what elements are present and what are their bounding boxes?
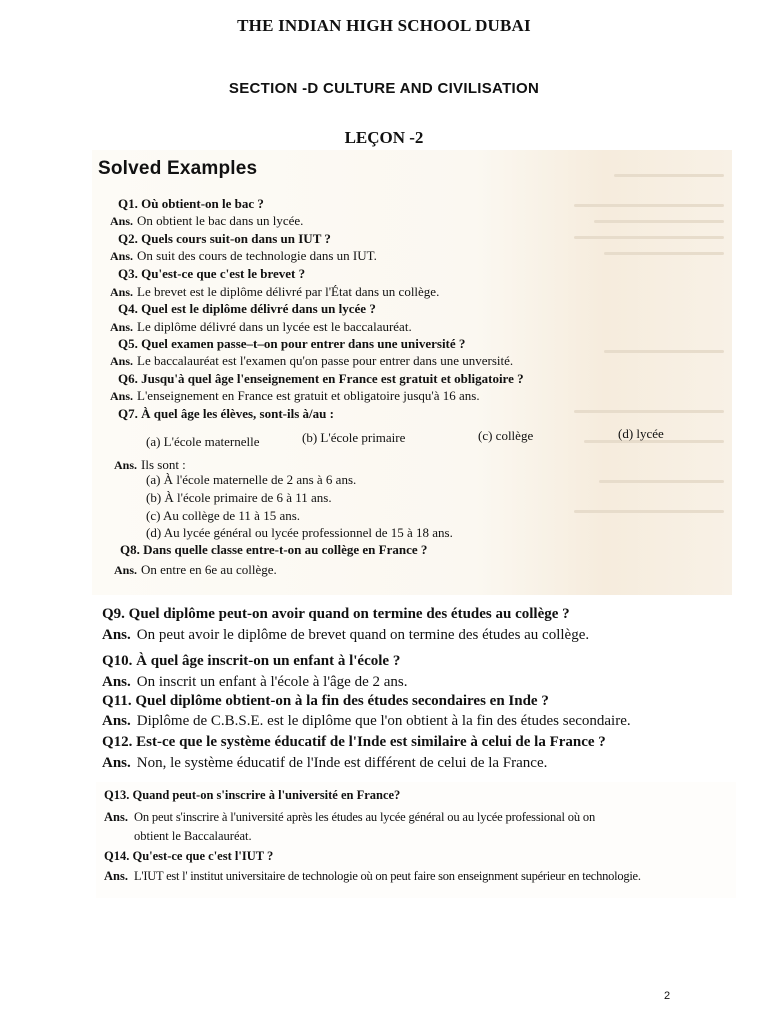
- line-text: Le diplôme délivré dans un lycée est le baccalauréat.: [137, 319, 412, 334]
- q7-answer-intro: Ans. Ils sont :: [114, 457, 186, 472]
- scan-question: [118, 336, 465, 352]
- solved-examples-heading: Solved Examples: [98, 158, 258, 179]
- line-text: Q7. À quel âge les élèves, sont-ils à/au :: [118, 406, 334, 421]
- line-text: Q6. Jusqu'à quel âge l'enseignement en France est gratuit et obligatoire ?: [118, 371, 524, 386]
- q13-question: Q13. Quand peut-on s'inscrire à l'université en France?: [104, 788, 401, 802]
- q7-answer-d: (d) Au lycée général ou lycée professionnel de 15 à 18 ans.: [146, 525, 453, 540]
- line-text: Diplôme de C.B.S.E. est le diplôme que l'on obtient à la fin des études secondaire.: [136, 713, 631, 729]
- typed-question: [102, 652, 400, 670]
- answer-label: Ans.: [110, 354, 134, 368]
- line-text: Q10. À quel âge inscrit-on un enfant à l'école ?: [102, 653, 401, 669]
- line-text: On obtient le bac dans un lycée.: [137, 213, 304, 228]
- q13-answer-line1: Ans. On peut s'inscrire à l'université après les études au lycée général ou au lycée professional où on: [104, 810, 596, 824]
- scan-answer: [110, 388, 480, 404]
- scanned-solved-examples: [92, 150, 732, 595]
- answer-label: Ans.: [110, 320, 134, 334]
- answer-label: Ans.: [110, 389, 134, 403]
- line-text: Le brevet est le diplôme délivré par l'État dans un collège.: [137, 284, 440, 299]
- q8-answer: Ans. On entre en 6e au collège.: [114, 562, 277, 577]
- scanned-q13-q14: [96, 782, 736, 898]
- q8-question: Q8. Dans quelle classe entre-t-on au collège en France ?: [120, 542, 428, 557]
- line-text: Q2. Quels cours suit-on dans un IUT ?: [118, 231, 331, 246]
- school-name: THE INDIAN HIGH SCHOOL DUBAI: [237, 16, 531, 35]
- line-text: Q9. Quel diplôme peut-on avoir quand on termine des études au collège ?: [102, 606, 570, 622]
- scan-answer: [110, 353, 513, 369]
- q14-answer: Ans. L'IUT est l' institut universitaire de technologie où on peut faire son enseignment supérieur en technologie.: [104, 869, 641, 883]
- line-text: On peut avoir le diplôme de brevet quand on termine des études au collège.: [136, 627, 590, 643]
- scan-question: [118, 231, 331, 247]
- line-text: Q4. Quel est le diplôme délivré dans un lycée ?: [118, 301, 376, 316]
- scan-question: [118, 406, 334, 422]
- line-text: Non, le système éducatif de l'Inde est différent de celui de la France.: [136, 755, 548, 771]
- typed-answer: [102, 626, 589, 644]
- answer-label: Ans.: [110, 249, 134, 263]
- typed-answer: [102, 673, 407, 691]
- answer-label: Ans.: [102, 755, 131, 771]
- q13-answer-line2: obtient le Baccalauréat.: [134, 829, 252, 843]
- line-text: On inscrit un enfant à l'école à l'âge de 2 ans.: [136, 674, 408, 690]
- line-text: L'enseignement en France est gratuit et obligatoire jusqu'à 16 ans.: [137, 388, 480, 403]
- typed-answer: [102, 712, 631, 730]
- scan-question: [118, 196, 264, 212]
- typed-question: [102, 605, 570, 623]
- q7-option-b: (b) L'école primaire: [302, 430, 406, 445]
- q7-answer-b: (b) À l'école primaire de 6 à 11 ans.: [146, 490, 332, 505]
- answer-label: Ans.: [102, 627, 131, 643]
- lesson-title: LEÇON -2: [344, 128, 424, 147]
- typed-question: [102, 692, 549, 710]
- scan-question: [118, 371, 524, 387]
- section-title: SECTION -D CULTURE AND CIVILISATION: [228, 80, 540, 97]
- scan-question: [118, 266, 305, 282]
- q7-answer-c: (c) Au collège de 11 à 15 ans.: [146, 508, 301, 523]
- q7-option-d: (d) lycée: [618, 426, 664, 441]
- line-text: Q12. Est-ce que le système éducatif de l'Inde est similaire à celui de la France ?: [102, 734, 606, 750]
- scan-question: [118, 301, 376, 317]
- line-text: Q11. Quel diplôme obtient-on à la fin des études secondaires en Inde ?: [102, 693, 549, 709]
- scan-answer: [110, 284, 439, 300]
- typed-question: [102, 733, 606, 751]
- q7-answer-a: (a) À l'école maternelle de 2 ans à 6 ans.: [146, 472, 357, 487]
- q14-question: Q14. Qu'est-ce que c'est l'IUT ?: [104, 849, 274, 863]
- page-number: 2: [664, 990, 671, 1002]
- typed-answer: [102, 754, 547, 772]
- scan-answer: [110, 213, 303, 229]
- answer-label: Ans.: [110, 214, 134, 228]
- scan-answer: [110, 319, 412, 335]
- answer-label: Ans.: [102, 674, 131, 690]
- answer-label: Ans.: [110, 285, 134, 299]
- scan-answer: [110, 248, 377, 264]
- q7-option-c: (c) collège: [478, 428, 534, 443]
- line-text: Q1. Où obtient-on le bac ?: [118, 196, 264, 211]
- line-text: Le baccalauréat est l'examen qu'on passe pour entrer dans une unversité.: [137, 353, 514, 368]
- line-text: Q3. Qu'est-ce que c'est le brevet ?: [118, 266, 306, 281]
- line-text: Q5. Quel examen passe–t–on pour entrer dans une université ?: [118, 336, 466, 351]
- q7-option-a: (a) L'école maternelle: [146, 434, 260, 449]
- line-text: On suit des cours de technologie dans un IUT.: [137, 248, 377, 263]
- answer-label: Ans.: [102, 713, 131, 729]
